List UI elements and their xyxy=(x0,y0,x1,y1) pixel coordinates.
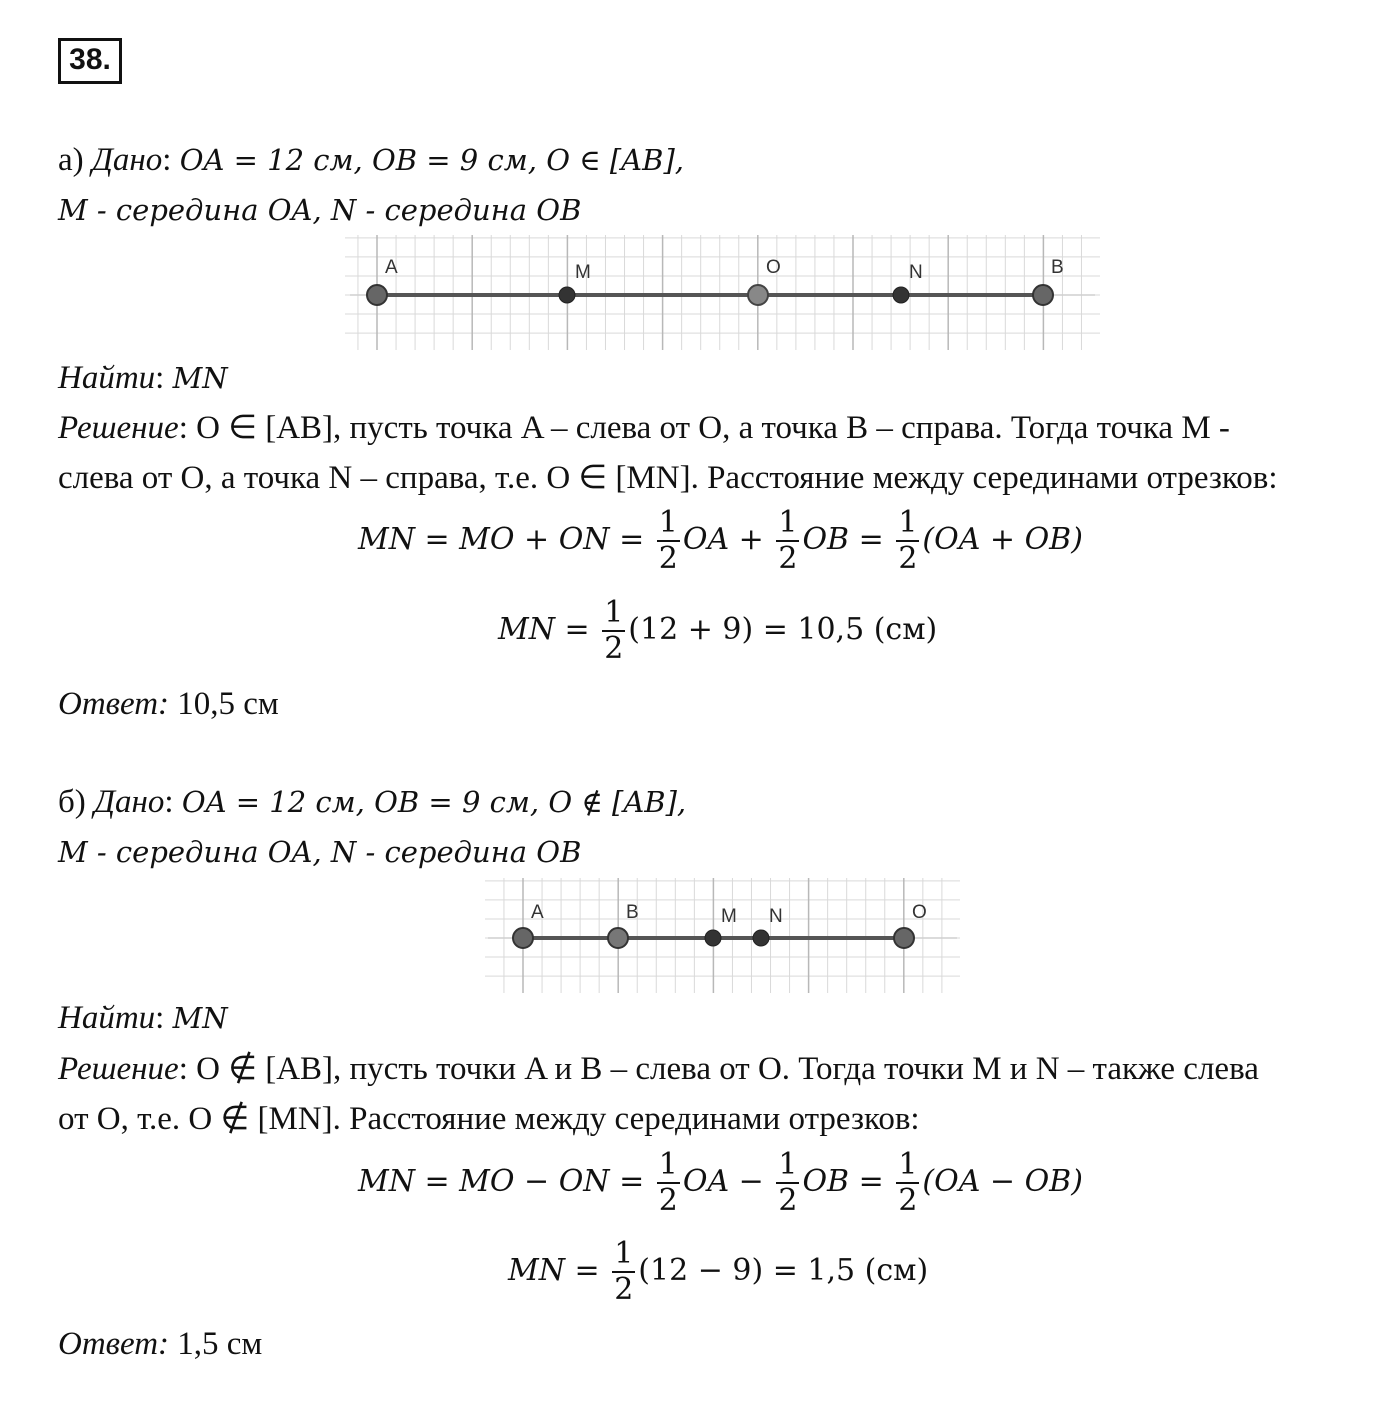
problem-number: 38. xyxy=(58,38,122,84)
eq-lhs: MN = xyxy=(508,1253,600,1288)
solution-word: Решение xyxy=(58,410,179,446)
answer-value: 10,5 см xyxy=(177,686,279,722)
eq-term: (OA − OB) xyxy=(922,1164,1083,1199)
eq-lhs: MN = MO − ON = xyxy=(358,1164,645,1199)
eq-term: OA + xyxy=(682,522,764,557)
point-n xyxy=(753,930,769,946)
fraction: $\frac{1}{2}$ xyxy=(604,595,624,666)
part-b-equation-2 xyxy=(508,1237,928,1307)
answer-word: Ответ: xyxy=(58,1326,170,1362)
eq-lhs: MN = MO + ON = xyxy=(358,522,645,557)
part-b-diagram xyxy=(485,878,960,993)
fraction: $\frac{1}{2}$ xyxy=(898,505,918,576)
given-math: OA = 12 см, OB = 9 см, O ∈ [AB], xyxy=(179,143,684,177)
find-math: MN xyxy=(172,361,228,395)
part-a-label: а) xyxy=(58,142,84,178)
label-m: M xyxy=(575,262,591,283)
point-n xyxy=(893,287,909,303)
label-n: N xyxy=(909,262,923,283)
part-a-solution-line2: слева от O, а точка N – справа, т.е. O ∈ [MN]. Расстояние между серединами отрезков: xyxy=(58,460,1278,496)
point-m xyxy=(559,287,575,303)
part-b-given: б) Дано: OA = 12 см, OB = 9 см, O ∉ [AB], xyxy=(58,784,687,820)
point-a xyxy=(513,928,533,948)
point-m xyxy=(705,930,721,946)
label-a: A xyxy=(531,902,544,923)
point-o xyxy=(894,928,914,948)
find-word: Найти xyxy=(58,360,156,396)
eq-rhs: (12 + 9) = 10,5 (см) xyxy=(628,612,938,647)
part-b-solution-line1: Решение: O ∉ [AB], пусть точки A и B – слева от O. Тогда точки M и N – также слева xyxy=(58,1051,1259,1087)
part-b-find: Найти: MN xyxy=(58,1000,228,1036)
solution-text: O ∉ [AB], пусть точки A и B – слева от O. Тогда точки M и N – также слева xyxy=(196,1051,1259,1087)
find-math: MN xyxy=(172,1001,228,1035)
fraction: $\frac{1}{2}$ xyxy=(898,1147,918,1218)
given-word: Дано xyxy=(91,142,163,178)
label-o: O xyxy=(912,902,927,923)
part-a-solution-line1: Решение: O ∈ [AB], пусть точка A – слева от O, а точка B – справа. Тогда точка M - xyxy=(58,410,1230,446)
given-math: OA = 12 см, OB = 9 см, O ∉ [AB], xyxy=(181,785,687,819)
part-b-equation-1 xyxy=(358,1148,1083,1218)
fraction: $\frac{1}{2}$ xyxy=(614,1236,634,1307)
label-o: O xyxy=(766,257,781,278)
point-b xyxy=(1033,285,1053,305)
label-b: B xyxy=(626,902,639,923)
part-a-equation-1 xyxy=(358,506,1083,576)
part-b-given-line2: M - середина OA, N - середина OB xyxy=(58,835,582,869)
fraction: $\frac{1}{2}$ xyxy=(778,505,798,576)
eq-rhs: (12 − 9) = 1,5 (см) xyxy=(638,1253,929,1288)
given-word: Дано xyxy=(94,784,165,820)
eq-term: OB = xyxy=(802,522,884,557)
fraction: $\frac{1}{2}$ xyxy=(658,1147,678,1218)
label-a: A xyxy=(385,257,398,278)
point-b xyxy=(608,928,628,948)
label-b: B xyxy=(1051,257,1064,278)
solution-text: O ∈ [AB], пусть точка A – слева от O, а точка B – справа. Тогда точка M - xyxy=(196,410,1230,446)
find-word: Найти xyxy=(58,1000,156,1036)
fraction: $\frac{1}{2}$ xyxy=(658,505,678,576)
eq-term: (OA + OB) xyxy=(922,522,1083,557)
part-b-label: б) xyxy=(58,784,86,820)
solution-word: Решение xyxy=(58,1051,179,1087)
part-b-answer xyxy=(58,1324,262,1364)
answer-word: Ответ: xyxy=(58,686,170,722)
part-b-solution-line2: от O, т.е. O ∉ [MN]. Расстояние между серединами отрезков: xyxy=(58,1101,920,1137)
part-a-equation-2 xyxy=(498,596,937,666)
eq-term: OB = xyxy=(802,1164,884,1199)
answer-value: 1,5 см xyxy=(177,1326,263,1362)
label-n: N xyxy=(769,906,783,927)
eq-lhs: MN = xyxy=(498,612,590,647)
part-a-given-line2: M - середина OA, N - середина OB xyxy=(58,193,582,227)
eq-term: OA − xyxy=(682,1164,764,1199)
part-a-answer xyxy=(58,684,279,724)
part-a-diagram xyxy=(345,235,1100,350)
point-a xyxy=(367,285,387,305)
part-a-find: Найти: MN xyxy=(58,360,228,396)
part-a-given: а) Дано: OA = 12 см, OB = 9 см, O ∈ [AB], xyxy=(58,142,684,178)
point-o xyxy=(748,285,768,305)
fraction: $\frac{1}{2}$ xyxy=(778,1147,798,1218)
label-m: M xyxy=(721,906,737,927)
